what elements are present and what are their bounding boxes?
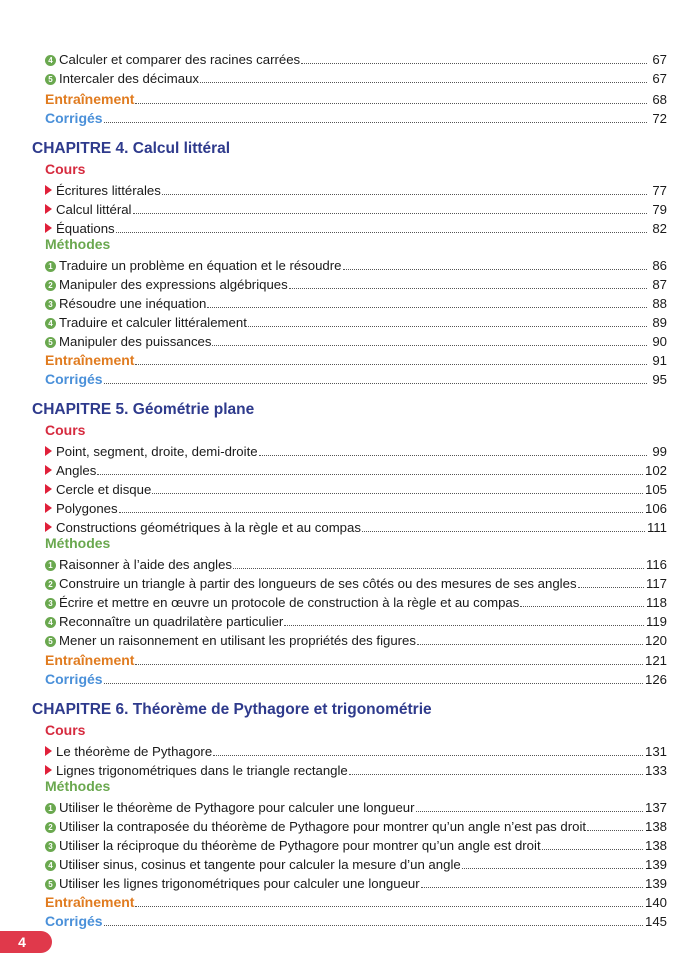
- toc-page-number: 140: [644, 895, 667, 910]
- triangle-right-icon: [45, 223, 52, 233]
- toc-entry-label: Utiliser sinus, cosinus et tangente pour calculer la mesure d’un angle: [59, 857, 461, 872]
- toc-entry-label: Polygones: [56, 501, 118, 516]
- toc-page-number: 86: [652, 258, 667, 273]
- toc-page-number: 72: [652, 111, 667, 126]
- toc-corriges[interactable]: [45, 669, 667, 688]
- toc-entry-label: Constructions géométriques à la règle et au compas: [56, 520, 361, 535]
- numbered-circle-icon: 4: [45, 55, 56, 66]
- triangle-right-icon: [45, 185, 52, 195]
- triangle-right-icon: [45, 503, 52, 513]
- toc-entry-label: Entraînement: [45, 352, 135, 368]
- toc-page-number: 88: [652, 296, 667, 311]
- dot-leader: [162, 193, 647, 195]
- dot-leader: [152, 492, 643, 494]
- numbered-circle-icon: 5: [45, 337, 56, 348]
- dot-leader: [104, 924, 643, 926]
- dot-leader: [104, 382, 647, 384]
- toc-entry[interactable]: [45, 573, 667, 592]
- toc-page-number: 117: [645, 576, 667, 591]
- toc-page-number: 145: [644, 914, 667, 929]
- chapter-heading: CHAPITRE 6. Théorème de Pythagore et trigonométrie: [32, 701, 432, 718]
- chapter-heading: CHAPITRE 5. Géométrie plane: [32, 401, 255, 418]
- numbered-circle-icon: 1: [45, 560, 56, 571]
- dot-leader: [248, 325, 647, 327]
- dot-leader: [200, 81, 647, 83]
- chapter-heading: CHAPITRE 4. Calcul littéral: [32, 140, 231, 157]
- toc-corriges[interactable]: [45, 369, 667, 388]
- toc-page-number: 137: [644, 800, 667, 815]
- numbered-circle-icon: 3: [45, 299, 56, 310]
- toc-entry-label: Cercle et disque: [56, 482, 152, 497]
- section-cours-heading: Cours: [45, 722, 86, 738]
- dot-leader: [135, 363, 647, 365]
- triangle-right-icon: [45, 765, 52, 775]
- toc-entry-label: Écritures littérales: [56, 183, 161, 198]
- section-methodes-heading: Méthodes: [45, 778, 111, 794]
- dot-leader: [97, 473, 643, 475]
- dot-leader: [119, 511, 643, 513]
- toc-entry-label: Corrigés: [45, 110, 103, 126]
- triangle-right-icon: [45, 484, 52, 494]
- dot-leader: [289, 287, 647, 289]
- toc-page-number: 111: [646, 520, 667, 535]
- dot-leader: [233, 567, 644, 569]
- toc-entry[interactable]: [45, 517, 667, 536]
- toc-entry-label: Corrigés: [45, 913, 103, 929]
- toc-entry[interactable]: [45, 441, 667, 460]
- toc-entry[interactable]: [45, 797, 667, 816]
- toc-corriges[interactable]: [45, 911, 667, 930]
- toc-entry-label: Manipuler des expressions algébriques: [59, 277, 288, 292]
- toc-entry[interactable]: [45, 274, 667, 293]
- toc-entry[interactable]: [45, 312, 667, 331]
- toc-page-number: 67: [652, 71, 667, 86]
- toc-page-number: 116: [645, 557, 667, 572]
- toc-entry[interactable]: [45, 49, 667, 68]
- numbered-circle-icon: 4: [45, 318, 56, 329]
- toc-entry-label: Calculer et comparer des racines carrées: [59, 52, 301, 67]
- toc-entry-label: Corrigés: [45, 671, 103, 687]
- toc-entrainement[interactable]: [45, 350, 667, 369]
- toc-entry[interactable]: [45, 854, 667, 873]
- toc-entry-label: Traduire un problème en équation et le résoudre: [59, 258, 342, 273]
- toc-entry[interactable]: [45, 479, 667, 498]
- toc-entry[interactable]: [45, 592, 667, 611]
- triangle-right-icon: [45, 522, 52, 532]
- toc-page-number: 79: [652, 202, 667, 217]
- triangle-right-icon: [45, 204, 52, 214]
- toc-entry-label: Raisonner à l’aide des angles: [59, 557, 233, 572]
- numbered-circle-icon: 5: [45, 636, 56, 647]
- toc-entry-label: Corrigés: [45, 371, 103, 387]
- toc-entry[interactable]: [45, 760, 667, 779]
- toc-entry-label: Mener un raisonnement en utilisant les propriétés des figures: [59, 633, 416, 648]
- dot-leader: [104, 121, 647, 123]
- section-cours-heading: Cours: [45, 161, 86, 177]
- toc-page-number: 90: [652, 334, 667, 349]
- toc-page-number: 87: [652, 277, 667, 292]
- numbered-circle-icon: 1: [45, 803, 56, 814]
- numbered-circle-icon: 2: [45, 822, 56, 833]
- toc-page-number: 118: [645, 595, 667, 610]
- toc-page-number: 139: [644, 857, 667, 872]
- toc-entry-label: Calcul littéral: [56, 202, 132, 217]
- toc-entry-label: Utiliser la réciproque du théorème de Pythagore pour montrer qu’un angle est droit: [59, 838, 541, 853]
- toc-entrainement[interactable]: [45, 892, 667, 911]
- dot-leader: [301, 62, 647, 64]
- dot-leader: [542, 848, 643, 850]
- toc-page-number: 106: [644, 501, 667, 516]
- toc-entry[interactable]: [45, 816, 667, 835]
- toc-entry-label: Le théorème de Pythagore: [56, 744, 213, 759]
- toc-entry[interactable]: [45, 630, 667, 649]
- toc-entry[interactable]: [45, 218, 667, 237]
- numbered-circle-icon: 2: [45, 280, 56, 291]
- dot-leader: [417, 643, 643, 645]
- toc-entry-label: Manipuler des puissances: [59, 334, 212, 349]
- toc-page-number: 121: [644, 653, 667, 668]
- section-methodes-heading: Méthodes: [45, 535, 111, 551]
- toc-entry-label: Entraînement: [45, 652, 135, 668]
- toc-entry-label: Entraînement: [45, 894, 135, 910]
- toc-entry[interactable]: [45, 68, 667, 87]
- numbered-circle-icon: 5: [45, 879, 56, 890]
- toc-page-number: 119: [645, 614, 667, 629]
- toc-entrainement[interactable]: [45, 89, 667, 108]
- dot-leader: [284, 624, 644, 626]
- toc-entry-label: Traduire et calculer littéralement: [59, 315, 247, 330]
- dot-leader: [416, 810, 643, 812]
- toc-entry[interactable]: [45, 293, 667, 312]
- page-number-tab: 4: [0, 931, 52, 953]
- toc-entry-label: Lignes trigonométriques dans le triangle rectangle: [56, 763, 348, 778]
- toc-page-number: 99: [652, 444, 667, 459]
- toc-entry-label: Intercaler des décimaux: [59, 71, 200, 86]
- dot-leader: [362, 530, 645, 532]
- section-cours-heading: Cours: [45, 422, 86, 438]
- toc-entry-label: Utiliser la contraposée du théorème de Pythagore pour montrer qu’un angle n’est pas droit: [59, 819, 587, 834]
- toc-page-number: 77: [652, 183, 667, 198]
- toc-page-number: 138: [644, 838, 667, 853]
- triangle-right-icon: [45, 746, 52, 756]
- toc-page-number: 133: [644, 763, 667, 778]
- dot-leader: [213, 754, 643, 756]
- toc-page-number: 102: [644, 463, 667, 478]
- toc-entry-label: Résoudre une inéquation: [59, 296, 207, 311]
- dot-leader: [135, 905, 643, 907]
- toc-page-number: 68: [652, 92, 667, 107]
- numbered-circle-icon: 1: [45, 261, 56, 272]
- toc-entry-label: Reconnaître un quadrilatère particulier: [59, 614, 284, 629]
- toc-page-number: 82: [652, 221, 667, 236]
- dot-leader: [133, 212, 648, 214]
- dot-leader: [104, 682, 643, 684]
- dot-leader: [116, 231, 647, 233]
- toc-entry-label: Construire un triangle à partir des longueurs de ses côtés ou des mesures de ses angles: [59, 576, 577, 591]
- toc-entry[interactable]: [45, 331, 667, 350]
- numbered-circle-icon: 4: [45, 860, 56, 871]
- toc-page-number: 138: [644, 819, 667, 834]
- toc-page-number: 89: [652, 315, 667, 330]
- dot-leader: [349, 773, 643, 775]
- toc-entry[interactable]: [45, 180, 667, 199]
- toc-entry-label: Utiliser le théorème de Pythagore pour calculer une longueur: [59, 800, 415, 815]
- toc-page-number: 139: [644, 876, 667, 891]
- dot-leader: [587, 829, 643, 831]
- dot-leader: [421, 886, 643, 888]
- dot-leader: [207, 306, 647, 308]
- toc-page-number: 67: [652, 52, 667, 67]
- dot-leader: [135, 663, 643, 665]
- triangle-right-icon: [45, 465, 52, 475]
- toc-entry[interactable]: [45, 255, 667, 274]
- triangle-right-icon: [45, 446, 52, 456]
- toc-entry[interactable]: [45, 873, 667, 892]
- section-methodes-heading: Méthodes: [45, 236, 111, 252]
- toc-page-number: 91: [652, 353, 667, 368]
- numbered-circle-icon: 5: [45, 74, 56, 85]
- toc-entry-label: Écrire et mettre en œuvre un protocole de construction à la règle et au compas: [59, 595, 520, 610]
- numbered-circle-icon: 3: [45, 841, 56, 852]
- toc-page-number: 120: [644, 633, 667, 648]
- toc-entry-label: Entraînement: [45, 91, 135, 107]
- numbered-circle-icon: 3: [45, 598, 56, 609]
- toc-entry-label: Point, segment, droite, demi-droite: [56, 444, 258, 459]
- toc-page-number: 105: [644, 482, 667, 497]
- toc-page-number: 131: [644, 744, 667, 759]
- toc-entrainement[interactable]: [45, 650, 667, 669]
- toc-entry[interactable]: [45, 199, 667, 218]
- numbered-circle-icon: 2: [45, 579, 56, 590]
- toc-entry[interactable]: [45, 498, 667, 517]
- dot-leader: [462, 867, 643, 869]
- toc-corriges[interactable]: [45, 108, 667, 127]
- dot-leader: [135, 102, 647, 104]
- toc-entry-label: Utiliser les lignes trigonométriques pour calculer une longueur: [59, 876, 420, 891]
- toc-entry[interactable]: [45, 460, 667, 479]
- toc-entry[interactable]: [45, 741, 667, 760]
- toc-entry-label: Équations: [56, 221, 115, 236]
- dot-leader: [578, 586, 644, 588]
- toc-entry-label: Angles: [56, 463, 97, 478]
- toc-page-number: 126: [644, 672, 667, 687]
- dot-leader: [212, 344, 647, 346]
- dot-leader: [343, 268, 648, 270]
- toc-entry[interactable]: [45, 835, 667, 854]
- toc-entry[interactable]: [45, 611, 667, 630]
- toc-entry[interactable]: [45, 554, 667, 573]
- toc-page-number: 95: [652, 372, 667, 387]
- numbered-circle-icon: 4: [45, 617, 56, 628]
- dot-leader: [259, 454, 647, 456]
- dot-leader: [520, 605, 644, 607]
